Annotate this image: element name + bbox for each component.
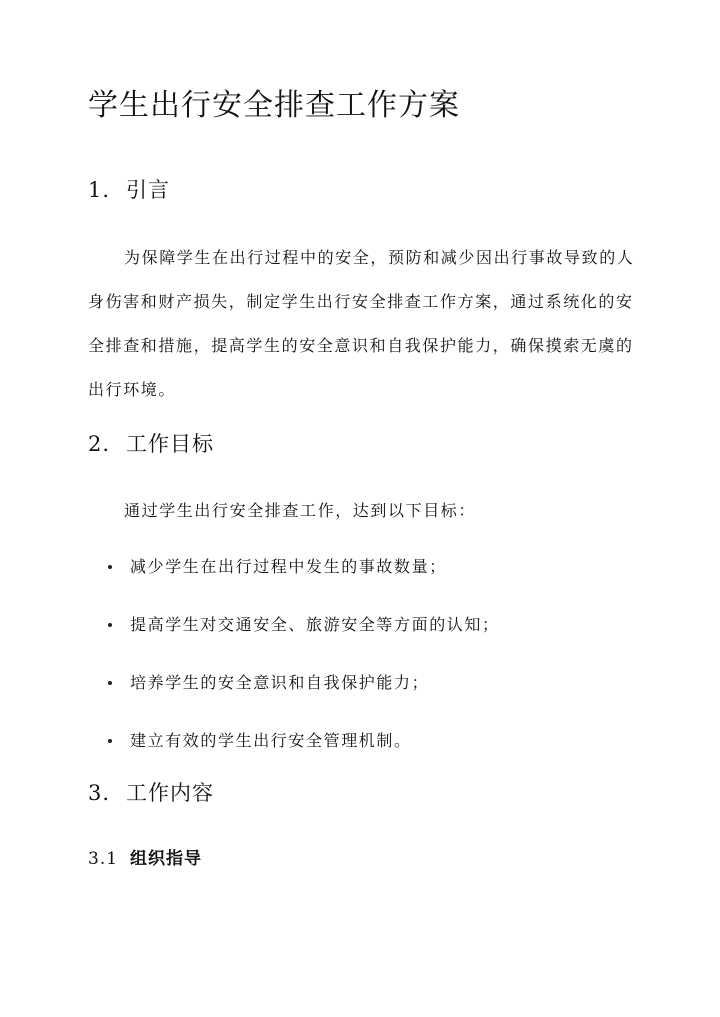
list-item xyxy=(108,728,500,786)
list-item xyxy=(108,554,500,612)
section-number: 2. xyxy=(88,432,111,456)
list-item-text: 提高学生对交通安全、旅游安全等方面的认知； xyxy=(130,615,500,634)
subsection-heading-organization xyxy=(88,847,202,871)
section-title: 工作内容 xyxy=(126,781,214,805)
bullet-icon xyxy=(108,739,112,743)
introduction-paragraph: 为保障学生在出行过程中的安全，预防和减少因出行事故导致的人身伤害和财产损失，制定学生出行安全排查工作方案，通过系统化的安全排查和措施，提高学生的安全意识和自我保护能力，确保摸索无虞的出行环境。 xyxy=(88,248,635,399)
bullet-icon xyxy=(108,623,112,627)
bullet-icon xyxy=(108,565,112,569)
section-heading-work-content xyxy=(88,779,214,807)
section-title: 引言 xyxy=(126,178,170,202)
work-goals-lead: 通过学生出行安全排查工作，达到以下目标： xyxy=(124,501,477,520)
list-item-text: 减少学生在出行过程中发生的事故数量； xyxy=(130,557,447,576)
section-title: 工作目标 xyxy=(126,432,214,456)
document-title: 学生出行安全排查工作方案 xyxy=(88,88,460,123)
section-heading-introduction xyxy=(88,176,170,204)
list-item xyxy=(108,670,500,728)
work-goals-list xyxy=(108,554,500,786)
list-item-text: 培养学生的安全意识和自我保护能力； xyxy=(130,673,430,692)
section-heading-work-goals xyxy=(88,430,214,458)
section-number: 1. xyxy=(88,178,111,202)
list-item xyxy=(108,612,500,670)
subsection-number: 3.1 xyxy=(88,849,119,869)
section-number: 3. xyxy=(88,781,111,805)
bullet-icon xyxy=(108,681,112,685)
subsection-title: 组织指导 xyxy=(130,849,202,869)
list-item-text: 建立有效的学生出行安全管理机制。 xyxy=(130,731,412,750)
